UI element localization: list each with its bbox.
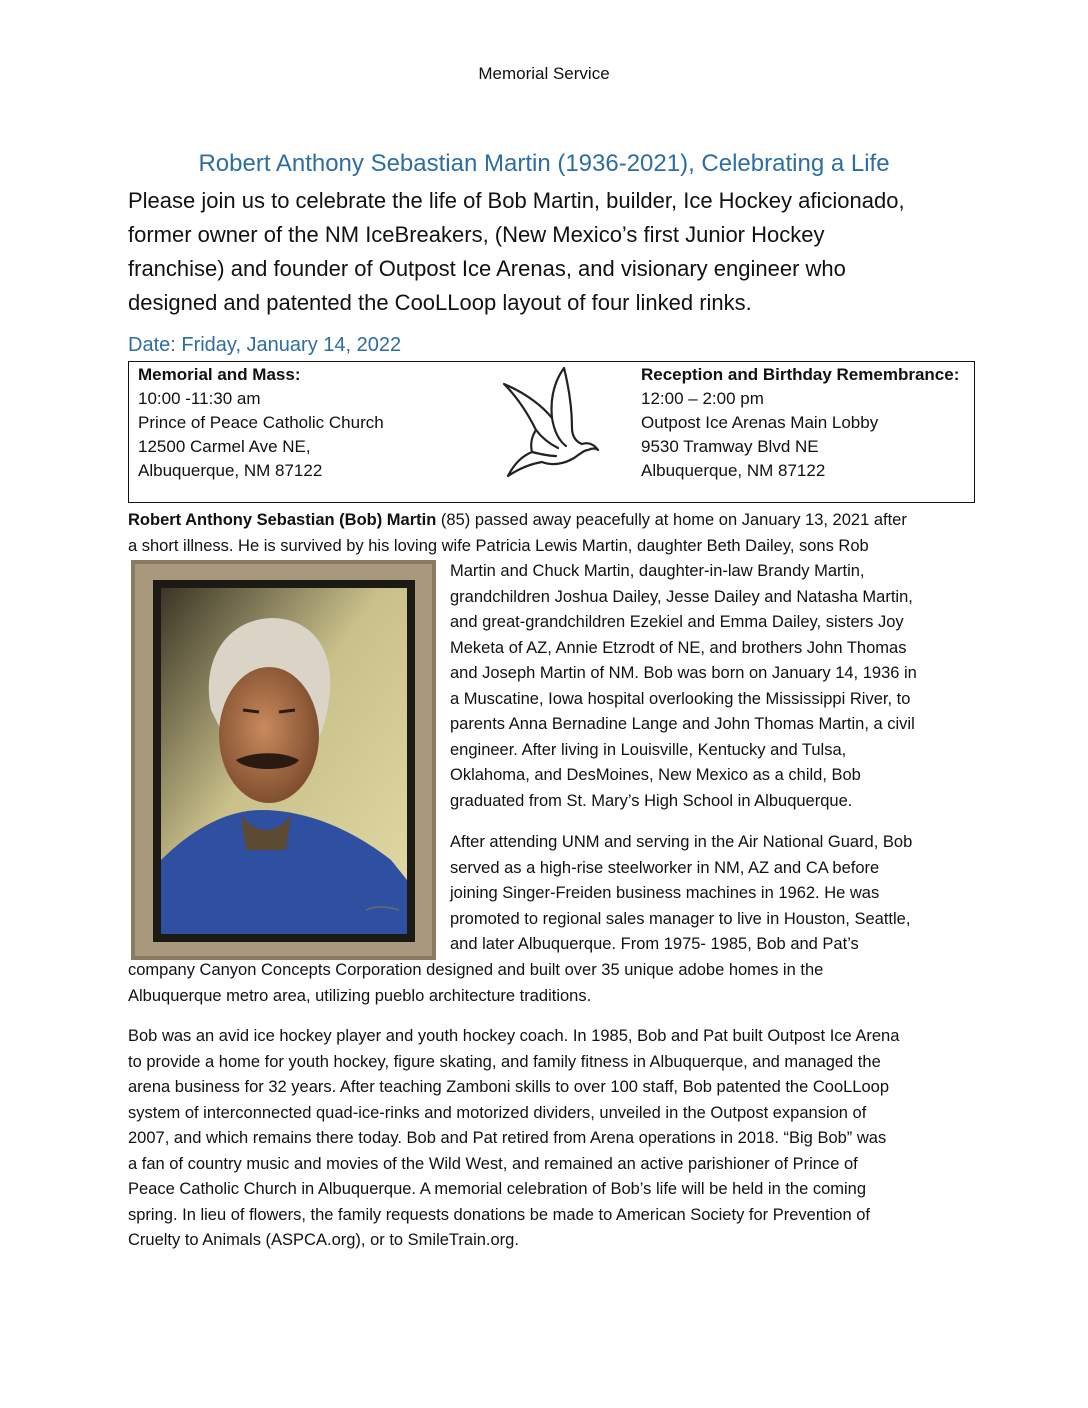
reception-details xyxy=(641,363,959,483)
obituary-paragraph-2-wrapped xyxy=(450,830,980,958)
obituary-line: a Muscatine, Iowa hospital overlooking the Mississippi River, to xyxy=(450,689,911,708)
obituary-paragraph-2-full xyxy=(128,958,978,1009)
obituary-line: spring. In lieu of flowers, the family requests donations be made to American Society for Prevention of xyxy=(128,1205,870,1224)
reception-time: 12:00 – 2:00 pm xyxy=(641,389,764,408)
intro-line: designed and patented the CooLLoop layout of four linked rinks. xyxy=(128,290,752,315)
obituary-line: Bob was an avid ice hockey player and youth hockey coach. In 1985, Bob and Pat built Outpost Ice Arena xyxy=(128,1027,900,1045)
obituary-line: company Canyon Concepts Corporation designed and built over 35 unique adobe homes in the xyxy=(128,961,824,979)
obituary-paragraph-1-top xyxy=(128,508,978,559)
obituary-line: system of interconnected quad-ice-rinks and motorized dividers, unveiled in the Outpost expansion of xyxy=(128,1103,867,1122)
obituary-line: served as a high-rise steelworker in NM, AZ and CA before xyxy=(450,858,880,877)
obituary-line: engineer. After living in Louisville, Kentucky and Tulsa, xyxy=(450,740,847,759)
obituary-line: 2007, and which remains there today. Bob and Pat retired from Arena operations in 2018. “Big Bob” was xyxy=(128,1129,887,1147)
reception-city: Albuquerque, NM 87122 xyxy=(641,461,826,480)
obituary-line: joining Singer-Freiden business machines in 1962. He was xyxy=(450,884,880,902)
obituary-line: Cruelty to Animals (ASPCA.org), or to SmileTrain.org. xyxy=(128,1231,519,1249)
obituary-line-text: (85) passed away peacefully at home on January 13, 2021 after xyxy=(436,511,907,529)
obituary-line: and later Albuquerque. From 1975- 1985, Bob and Pat’s xyxy=(450,935,859,953)
obituary-line: Meketa of AZ, Annie Etzrodt of NE, and brothers John Thomas xyxy=(450,638,907,657)
obituary-line xyxy=(128,508,978,534)
page-header: Memorial Service xyxy=(478,64,610,83)
obituary-paragraph-3 xyxy=(128,1024,978,1254)
obituary-line: to provide a home for youth hockey, figure skating, and family fitness in Albuquerque, and managed the xyxy=(128,1052,881,1071)
obituary-line: Albuquerque metro area, utilizing pueblo architecture traditions. xyxy=(128,986,592,1005)
obituary-line: Peace Catholic Church in Albuquerque. A memorial celebration of Bob’s life will be held in the coming xyxy=(128,1180,867,1198)
reception-street: 9530 Tramway Blvd NE xyxy=(641,437,819,456)
obituary-line: promoted to regional sales manager to live in Houston, Seattle, xyxy=(450,909,911,928)
memorial-city: Albuquerque, NM 87122 xyxy=(138,461,323,480)
portrait-painting xyxy=(131,560,436,960)
memorial-time: 10:00 -11:30 am xyxy=(138,389,261,408)
event-date: Date: Friday, January 14, 2022 xyxy=(128,334,402,356)
obituary-name: Robert Anthony Sebastian (Bob) Martin xyxy=(128,511,437,529)
obituary-line: Oklahoma, and DesMoines, New Mexico as a child, Bob xyxy=(450,766,861,784)
intro-line: Please join us to celebrate the life of Bob Martin, builder, Ice Hockey aficionado, xyxy=(128,188,905,213)
reception-venue: Outpost Ice Arenas Main Lobby xyxy=(641,413,879,432)
obituary-line: graduated from St. Mary’s High School in Albuquerque. xyxy=(450,791,853,810)
obituary-paragraph-1-wrapped xyxy=(450,559,980,814)
intro-line: franchise) and founder of Outpost Ice Arenas, and visionary engineer who xyxy=(128,256,846,281)
intro-line: former owner of the NM IceBreakers, (New Mexico’s first Junior Hockey xyxy=(128,222,825,247)
obituary-line: a short illness. He is survived by his loving wife Patricia Lewis Martin, daughter Beth Dailey, sons Rob xyxy=(128,536,869,555)
obituary-line: After attending UNM and serving in the Air National Guard, Bob xyxy=(450,833,913,851)
intro-paragraph xyxy=(128,184,988,320)
reception-heading: Reception and Birthday Remembrance: xyxy=(641,365,960,384)
dove-icon xyxy=(492,364,602,486)
obituary-line: parents Anna Bernadine Lange and John Thomas Martin, a civil xyxy=(450,715,915,733)
obituary-line: Martin and Chuck Martin, daughter-in-law Brandy Martin, xyxy=(450,562,865,580)
page-title: Robert Anthony Sebastian Martin (1936-2021), Celebrating a Life xyxy=(198,150,890,177)
obituary-line: and Joseph Martin of NM. Bob was born on January 14, 1936 in xyxy=(450,664,917,682)
memorial-street: 12500 Carmel Ave NE, xyxy=(138,437,311,456)
memorial-venue: Prince of Peace Catholic Church xyxy=(138,413,384,432)
obituary-line: arena business for 32 years. After teaching Zamboni skills to over 100 staff, Bob patented the CooLLoop xyxy=(128,1078,889,1096)
obituary-line: grandchildren Joshua Dailey, Jesse Dailey and Natasha Martin, xyxy=(450,587,913,606)
obituary-line: and great-grandchildren Ezekiel and Emma Dailey, sisters Joy xyxy=(450,613,904,631)
memorial-mass-details xyxy=(138,363,384,483)
obituary-line: a fan of country music and movies of the Wild West, and remained an active parishioner of Prince of xyxy=(128,1154,858,1173)
memorial-mass-heading: Memorial and Mass: xyxy=(138,365,301,384)
